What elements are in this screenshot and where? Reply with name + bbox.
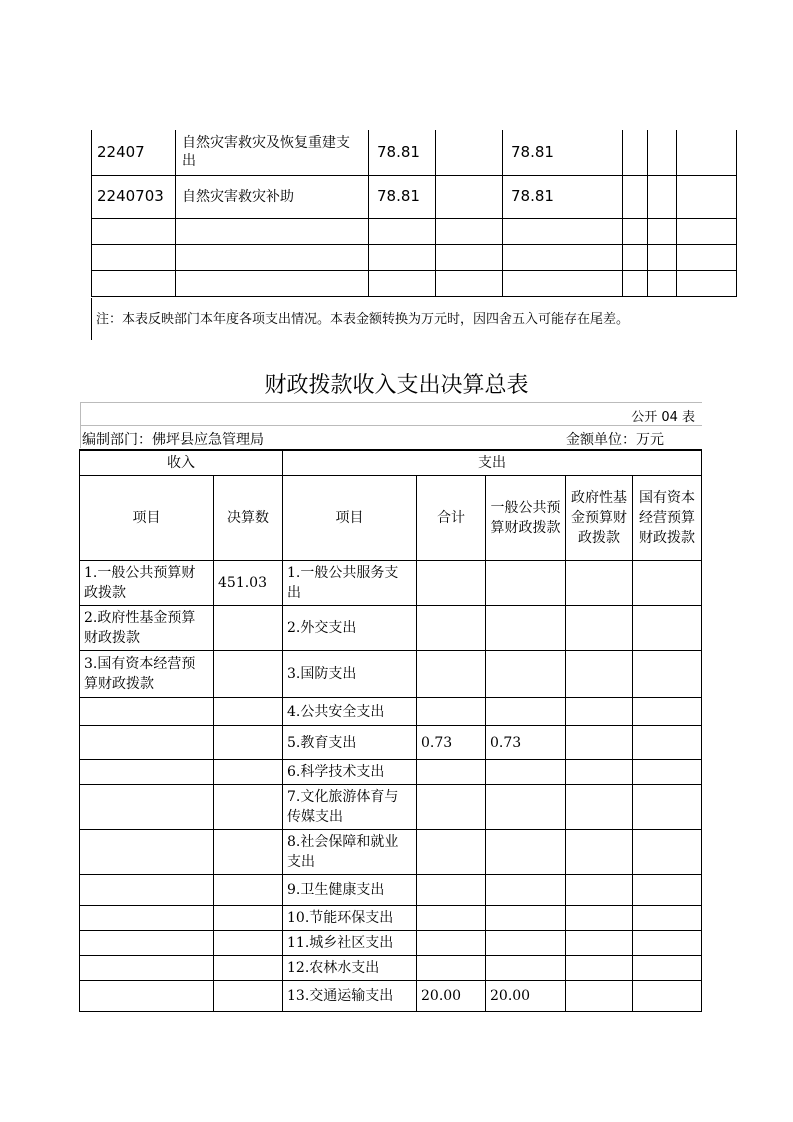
cell-total (417, 760, 486, 785)
cell-code (92, 270, 176, 296)
table-row (80, 875, 702, 906)
cell-general: 20.00 (486, 981, 566, 1012)
cell-c6 (677, 244, 737, 270)
cell-total (417, 785, 486, 830)
cell-ex-item: 10.节能环保支出 (283, 906, 417, 931)
cell-capital (633, 760, 702, 785)
cell-capital (633, 561, 702, 606)
cell-c3 (503, 270, 623, 296)
cell-c6 (677, 175, 737, 218)
cell-fund (566, 726, 633, 760)
cell-ex-item: 6.科学技术支出 (283, 760, 417, 785)
cell-ex-item: 3.国防支出 (283, 651, 417, 698)
cell-fund (566, 561, 633, 606)
department-label: 编制部门：佛坪县应急管理局 (82, 432, 264, 448)
cell-c3 (503, 244, 623, 270)
unit-label: 金额单位：万元 (566, 432, 664, 448)
cell-general (486, 760, 566, 785)
cell-in-amt (214, 651, 283, 698)
cell-c4 (623, 244, 648, 270)
table-row (80, 785, 702, 830)
table-row (80, 906, 702, 931)
cell-total (417, 956, 486, 981)
col-header-state-capital: 国有资本经营预算财政拨款 (633, 476, 702, 561)
cell-total (417, 906, 486, 931)
cell-ex-item: 8.社会保障和就业支出 (283, 830, 417, 875)
cell-total (417, 931, 486, 956)
income-group-header: 收入 (80, 450, 283, 476)
cell-in-amt (214, 875, 283, 906)
cell-in-amt (214, 830, 283, 875)
table-row (92, 130, 737, 175)
cell-total (417, 830, 486, 875)
cell-in-item (80, 875, 214, 906)
cell-general (486, 606, 566, 651)
cell-c2 (436, 244, 503, 270)
cell-in-amt (214, 956, 283, 981)
cell-fund (566, 956, 633, 981)
cell-fund (566, 875, 633, 906)
cell-c1: 78.81 (369, 130, 436, 175)
cell-total (417, 561, 486, 606)
cell-ex-item: 4.公共安全支出 (283, 698, 417, 726)
cell-total (417, 606, 486, 651)
cell-c4 (623, 218, 648, 244)
cell-in-amt (214, 726, 283, 760)
table-row (92, 244, 737, 270)
cell-c5 (648, 130, 677, 175)
cell-general (486, 875, 566, 906)
table-row (92, 218, 737, 244)
cell-code (92, 218, 176, 244)
table-row (80, 606, 702, 651)
cell-capital (633, 606, 702, 651)
table-row (80, 981, 702, 1012)
cell-total (417, 698, 486, 726)
col-header-income-item: 项目 (80, 476, 214, 561)
cell-in-amt (214, 906, 283, 931)
cell-in-amt (214, 785, 283, 830)
cell-capital (633, 785, 702, 830)
cell-code (92, 244, 176, 270)
table-row (80, 726, 702, 760)
cell-total (417, 875, 486, 906)
table-row (80, 698, 702, 726)
cell-in-amt (214, 931, 283, 956)
cell-capital (633, 931, 702, 956)
cell-capital (633, 956, 702, 981)
col-header-income-amount: 决算数 (214, 476, 283, 561)
cell-c1 (369, 270, 436, 296)
cell-general: 0.73 (486, 726, 566, 760)
cell-c4 (623, 130, 648, 175)
cell-ex-item: 11.城乡社区支出 (283, 931, 417, 956)
cell-fund (566, 606, 633, 651)
table-row (80, 931, 702, 956)
cell-in-item (80, 931, 214, 956)
cell-ex-item: 1.一般公共服务支出 (283, 561, 417, 606)
cell-c3: 78.81 (503, 130, 623, 175)
cell-name (176, 218, 369, 244)
cell-in-item (80, 785, 214, 830)
cell-general (486, 561, 566, 606)
cell-code: 22407 (92, 130, 176, 175)
table-row (80, 956, 702, 981)
cell-fund (566, 830, 633, 875)
cell-name: 自然灾害救灾补助 (176, 175, 369, 218)
cell-name (176, 244, 369, 270)
cell-capital (633, 875, 702, 906)
cell-fund (566, 931, 633, 956)
cell-capital (633, 651, 702, 698)
cell-c5 (648, 270, 677, 296)
table-row (92, 270, 737, 296)
cell-ex-item: 13.交通运输支出 (283, 981, 417, 1012)
cell-c2 (436, 175, 503, 218)
cell-ex-item: 2.外交支出 (283, 606, 417, 651)
form-code: 公开 04 表 (631, 410, 695, 425)
table-note: 注：本表反映部门本年度各项支出情况。本表金额转换为万元时，因四舍五入可能存在尾差。 (91, 298, 711, 340)
cell-general (486, 698, 566, 726)
cell-general (486, 931, 566, 956)
cell-fund (566, 906, 633, 931)
expense-group-header: 支出 (283, 450, 702, 476)
cell-c3 (503, 218, 623, 244)
cell-c2 (436, 218, 503, 244)
cell-name (176, 270, 369, 296)
cell-c1 (369, 244, 436, 270)
col-header-expense-item: 项目 (283, 476, 417, 561)
table-row (92, 175, 737, 218)
cell-capital (633, 698, 702, 726)
col-header-gov-fund: 政府性基金预算财政拨款 (566, 476, 633, 561)
col-header-total: 合计 (417, 476, 486, 561)
cell-c5 (648, 244, 677, 270)
cell-ex-item: 7.文化旅游体育与传媒支出 (283, 785, 417, 830)
cell-capital (633, 981, 702, 1012)
cell-fund (566, 785, 633, 830)
cell-general (486, 651, 566, 698)
cell-ex-item: 9.卫生健康支出 (283, 875, 417, 906)
cell-ex-item: 5.教育支出 (283, 726, 417, 760)
cell-c6 (677, 270, 737, 296)
cell-in-item (80, 906, 214, 931)
cell-in-amt (214, 606, 283, 651)
cell-c4 (623, 270, 648, 296)
cell-ex-item: 12.农林水支出 (283, 956, 417, 981)
table-row (80, 830, 702, 875)
page-title: 财政拨款收入支出决算总表 (264, 373, 529, 398)
cell-in-item: 2.政府性基金预算财政拨款 (80, 606, 214, 651)
cell-c1 (369, 218, 436, 244)
cell-in-item (80, 698, 214, 726)
cell-in-item (80, 956, 214, 981)
cell-in-amt (214, 981, 283, 1012)
cell-in-amt: 451.03 (214, 561, 283, 606)
cell-total: 0.73 (417, 726, 486, 760)
table-row (80, 651, 702, 698)
cell-in-item (80, 760, 214, 785)
table-row (80, 561, 702, 606)
cell-in-amt (214, 698, 283, 726)
cell-in-item: 1.一般公共预算财政拨款 (80, 561, 214, 606)
cell-total (417, 651, 486, 698)
cell-c1: 78.81 (369, 175, 436, 218)
cell-capital (633, 906, 702, 931)
cell-fund (566, 981, 633, 1012)
cell-capital (633, 726, 702, 760)
cell-total: 20.00 (417, 981, 486, 1012)
cell-in-item: 3.国有资本经营预算财政拨款 (80, 651, 214, 698)
fiscal-appropriation-summary-table (79, 449, 702, 1012)
cell-c4 (623, 175, 648, 218)
col-header-general-budget: 一般公共预算财政拨款 (486, 476, 566, 561)
cell-c5 (648, 175, 677, 218)
cell-in-item (80, 830, 214, 875)
cell-general (486, 830, 566, 875)
cell-general (486, 906, 566, 931)
cell-in-item (80, 726, 214, 760)
cell-fund (566, 651, 633, 698)
cell-code: 2240703 (92, 175, 176, 218)
cell-c6 (677, 130, 737, 175)
cell-capital (633, 830, 702, 875)
cell-in-amt (214, 760, 283, 785)
cell-general (486, 956, 566, 981)
cell-c3: 78.81 (503, 175, 623, 218)
cell-fund (566, 760, 633, 785)
cell-general (486, 785, 566, 830)
cell-name: 自然灾害救灾及恢复重建支出 (176, 130, 369, 175)
cell-c2 (436, 270, 503, 296)
cell-c6 (677, 218, 737, 244)
table-row (80, 760, 702, 785)
cell-in-item (80, 981, 214, 1012)
cell-c2 (436, 130, 503, 175)
cell-c5 (648, 218, 677, 244)
expense-detail-table-continued (91, 130, 737, 297)
cell-fund (566, 698, 633, 726)
